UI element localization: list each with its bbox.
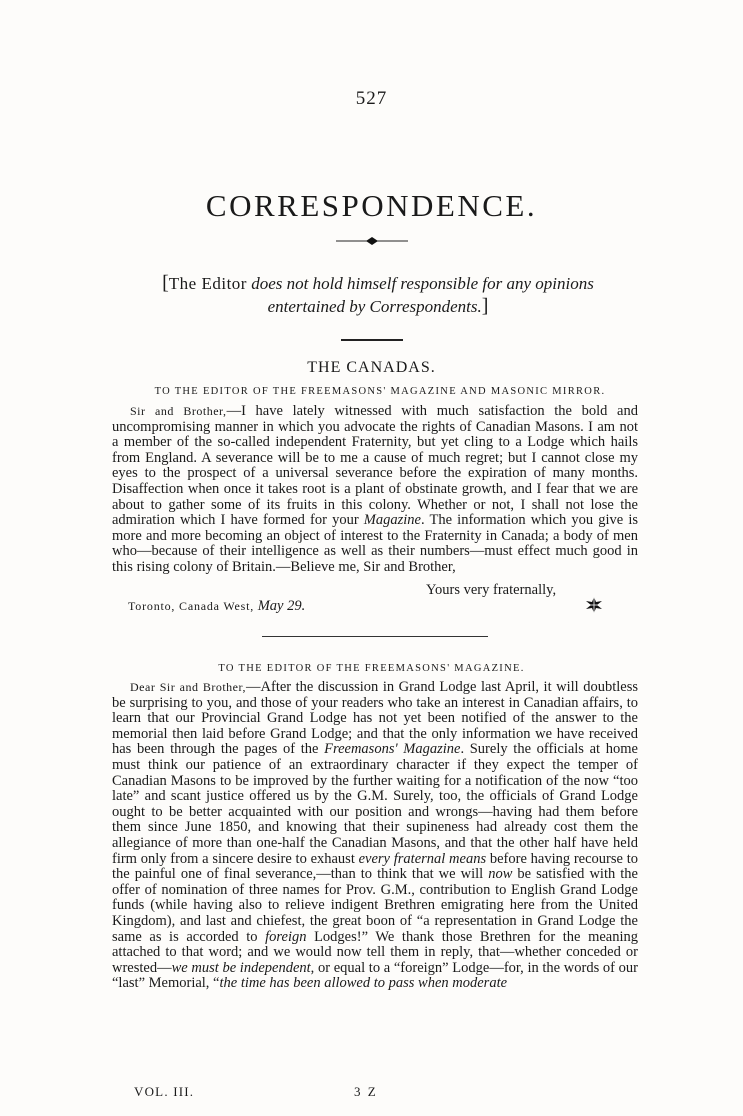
letter-1-place: Toronto, Canada West, [128,599,255,613]
page-number: 527 [355,88,388,109]
editor-disclaimer [128,272,628,318]
letter-2-italic-3: now [488,866,513,883]
section-divider [341,339,403,341]
footer-volume: VOL. III. [134,1084,195,1099]
letter-1-closing: Yours very fraternally, [426,582,557,598]
letter-1-magazine-word: Magazine [363,512,421,529]
letter-2-address: TO THE EDITOR OF THE FREEMASONS' MAGAZINE. [218,663,525,674]
disclaimer-close-bracket: ] [481,295,489,317]
letter-2-text-2: . Surely the officials at home must think our patience of an extraordinary character if they expect the temper of Canadian Masons to be improved by the further waiting for a notification of the now “too late” and scant justice offered us by the G.M. Surely, too, the officials of Grand Lodge ought to be better acquainted with our position and wrongs—having had them before them since June 1850, and knowing that their supineness had already cost them the allegiance of more than one-half the Canadian Masons, and that the other half have held firm only from a sincere desire to exhaust [112,741,638,867]
letter-1-text-b: . The information which you give is more and more becoming an object of interest to the Fraternity in Canada; a body of men who—because of their intelligence as well as their numbers—must effect much good in this rising colony of Britain.—Believe me, Sir and Brother, [112,512,639,575]
letter-1-text-a: —I have lately witnessed with much satisfaction the bold and uncompromising manner in which you advocate the rights of Canadian Masons. I am not a member of the so-called independent Fraternity, but yet cling to a Lodge which hails from England. A severance will be to me a cause of much regret; but I cannot close my eyes to the prospect of a universal severance before the expiration of many months. Disaffection when once it takes root is a plant of obstinate growth, and I fear that we are about to gather some of its fruits in this colony. Whether or not, I shall not lose the admiration which I have formed for your [112,403,638,529]
masonic-cross-icon [585,596,603,614]
letter-1-date: May 29. [257,598,306,614]
letter-2-text-1: —After the discussion in Grand Lodge last April, it will doubtless be surprising to you, and those of your readers who take an interest in Canadian affairs, to learn that our Provincial Grand Lodge has not yet been notified of the answer to the memorial then laid before Grand Lodge; and that the only information we have received has been through the pages of the [112,679,638,758]
letter-1-signoff [128,598,305,615]
disclaimer-text: does not hold himself responsible for any opinions entertained by Correspondents. [246,274,594,316]
letter-2-text-4: be satisfied with the offer of nomination of three names for Prov. G.M., contribution to English Grand Lodge funds (while having also to relieve indigent Brethren emigrating here from the United Kingdom), and last and chiefest, the great boon of “a representation in Grand Lodge the same as is accorded to [112,866,638,945]
footer-signature: 3 Z [354,1084,378,1099]
letter-1-body [112,404,638,576]
letter-divider [262,636,488,637]
letter-2-italic-2: every fraternal means [358,850,487,867]
letter-2-italic-5: we must be independent [171,959,311,976]
letter-2-salutation: Dear Sir and Brother, [130,680,247,694]
disclaimer-open-bracket: [ [162,272,169,294]
letter-1-salutation: Sir and Brother, [130,404,227,418]
letter-2-italic-4: foreign [265,928,307,945]
diamond-rule-ornament-icon [336,236,408,246]
letter-1-address: TO THE EDITOR OF THE FREEMASONS' MAGAZINE AND MASONIC MIRROR. [154,386,606,397]
letter-2-text-6: , or equal to a “foreign” Lodge—for, in the words of our “last” Memorial, “ [112,959,638,992]
letter-2-italic-1: Freemasons' Magazine [324,741,461,758]
article-title: THE CANADAS. [307,359,436,376]
letter-2-italic-6: the time has been allowed to pass when moderate [219,975,508,992]
letter-2-body [112,680,638,992]
letter-2-text-3: before having recourse to the painful one of final severance,—than to think that we will [112,850,638,883]
section-title: CORRESPONDENCE. [205,188,538,223]
letter-2-text-5: Lodges!” We thank those Brethren for the meaning attached to that word; and we would now tell them in reply, that—whether conceded or wrested— [112,928,638,976]
disclaimer-editor: The Editor [168,274,247,293]
